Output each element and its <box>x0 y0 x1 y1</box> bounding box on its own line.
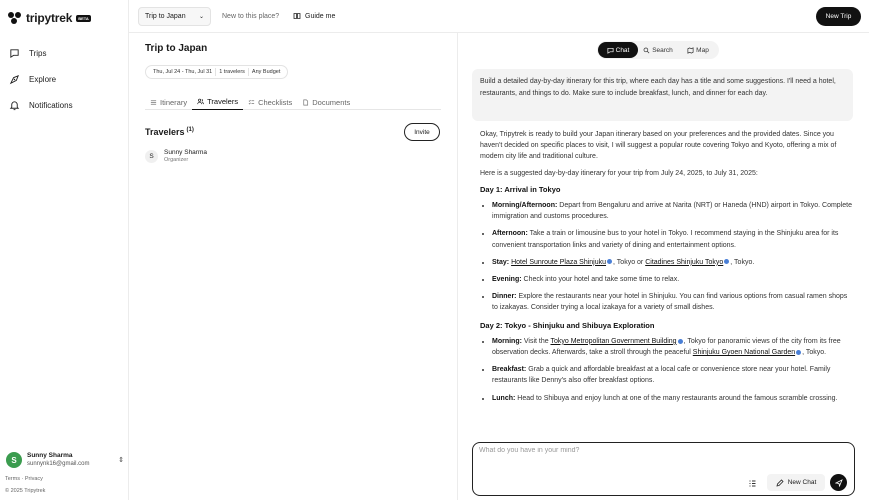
new-chat-button[interactable] <box>767 474 825 491</box>
mode-search[interactable] <box>638 42 678 58</box>
tab-travelers[interactable] <box>192 94 243 110</box>
invite-button[interactable]: Invite <box>404 123 440 141</box>
mode-label: Search <box>652 46 673 54</box>
tab-checklists[interactable] <box>243 94 297 110</box>
sidebar-item-notifications[interactable] <box>0 92 129 118</box>
mode-map[interactable] <box>678 42 718 58</box>
new-chat-label: New Chat <box>787 479 817 486</box>
user-menu[interactable] <box>6 450 124 470</box>
traveler-role: Organizer <box>164 157 189 163</box>
list-item: • Morning/Afternoon: Depart from Bengaluru and arrive at Narita (NRT) or Haneda (HND) airport in Tokyo. Complete immigration and customs procedures. <box>492 200 853 222</box>
day-2-list <box>480 336 853 404</box>
sidebar-nav <box>0 40 129 118</box>
send-button[interactable] <box>830 474 847 491</box>
tab-label: Itinerary <box>160 97 188 107</box>
travelers-heading <box>145 127 194 137</box>
sidebar-item-explore[interactable] <box>0 66 129 92</box>
hotel-link[interactable]: Hotel Sunroute Plaza Shinjuku <box>511 258 607 266</box>
chevron-up-down-icon: ⇕ <box>118 457 124 464</box>
traveler-name: Sunny Sharma <box>164 149 207 156</box>
sidebar <box>0 0 129 500</box>
list-item: • Lunch: Head to Shibuya and enjoy lunch at one of the many restaurants around the famous scramble crossing. <box>492 393 853 404</box>
mode-chat[interactable] <box>598 42 638 58</box>
top-bar <box>129 0 869 33</box>
location-pin-icon[interactable] <box>607 259 612 264</box>
beta-badge: BETA <box>78 15 89 21</box>
day-title: Day 1: Arrival in Tokyo <box>480 184 561 194</box>
trip-select[interactable] <box>138 7 211 26</box>
user-message: Build a detailed day-by-day itinerary for this trip, where each day has a title and some suggestions. I'll need a hotel, restaurants, and things to do. Make sure to include breakfast, lunch, and dinner for each day. <box>472 69 853 121</box>
tab-itinerary[interactable] <box>145 94 192 110</box>
page-title: Trip to Japan <box>145 43 208 54</box>
trip-panel <box>129 33 458 500</box>
location-pin-icon[interactable] <box>678 339 683 344</box>
tab-documents[interactable] <box>297 94 355 110</box>
itinerary-icon[interactable] <box>745 476 759 490</box>
bell-icon <box>9 100 20 111</box>
mode-switch <box>597 41 719 59</box>
chat-panel <box>458 33 869 500</box>
trip-details-chips[interactable] <box>145 65 288 79</box>
chat-composer <box>472 442 855 496</box>
sidebar-item-label: Explore <box>29 74 57 84</box>
users-icon <box>197 98 204 105</box>
footer-links[interactable]: Terms · Privacy <box>5 476 43 482</box>
hotel-link[interactable]: Citadines Shinjuku Tokyo <box>645 258 724 266</box>
list-item: • Breakfast: Grab a quick and affordable breakfast at a local cafe or convenience store near your hotel. Family restaurants like Denny's also offer breakfast options. <box>492 364 853 386</box>
copyright: © 2025 Tripytrek <box>5 488 46 494</box>
compass-icon <box>9 74 20 85</box>
tab-label: Checklists <box>258 97 293 107</box>
list-item: • Morning: Visit the Tokyo Metropolitan Government Building , Tokyo for panoramic views of the city from its free observation decks. Afterwards, take a stroll through the peaceful Shinjuku Gyoen National Garden , Tokyo. <box>492 336 853 358</box>
tab-label: Documents <box>312 97 351 107</box>
reply-lead: Here is a suggested day-by-day itinerary for your trip from July 24, 2025, to July 31, 2025: <box>480 169 758 177</box>
list-item: • Afternoon: Take a train or limousine bus to your hotel in Tokyo. I recommend staying in the Shinjuku area for its convenient transportation links and variety of dining and entertainment options. <box>492 228 853 250</box>
travelers-heading-text: Travelers <box>145 127 185 137</box>
chat-bubble-icon <box>607 47 614 54</box>
user-name: Sunny Sharma <box>27 452 73 459</box>
chat-input[interactable] <box>479 447 839 454</box>
new-trip-button[interactable]: New Trip <box>816 7 861 26</box>
book-icon <box>293 12 301 20</box>
dates-chip[interactable]: Thu, Jul 24 - Thu, Jul 31 <box>150 68 216 76</box>
trip-tabs <box>145 94 441 110</box>
new-place-text: New to this place? <box>222 13 280 20</box>
reply-intro: Okay, Tripytrek is ready to build your Japan itinerary based on your preferences and the provided dates. Since you haven't decided on specific places to visit, I will suggest a popular route covering Tokyo and Kyoto, offering a mix of modern city life and traditional culture. <box>480 131 837 161</box>
logo-text: tripytrek <box>26 11 73 25</box>
place-link[interactable]: Tokyo Metropolitan Government Building <box>550 337 677 345</box>
logo-mark-icon <box>8 12 22 24</box>
guide-me-label: Guide me <box>305 12 336 20</box>
logo[interactable] <box>8 11 91 25</box>
sidebar-item-trips[interactable] <box>0 40 129 66</box>
chat-bubble-icon <box>9 48 20 59</box>
tab-label: Travelers <box>207 97 239 106</box>
mode-label: Map <box>696 46 709 54</box>
travelers-count: (1) <box>186 127 194 133</box>
checklist-icon <box>248 99 255 106</box>
user-email: sunnynk16@gmail.com <box>27 461 90 467</box>
list-item: • Evening: Check into your hotel and take some time to relax. <box>492 274 853 285</box>
avatar: S <box>6 452 22 468</box>
day-1-list <box>480 200 853 314</box>
day-title: Day 2: Tokyo - Shinjuku and Shibuya Exploration <box>480 320 655 330</box>
location-pin-icon[interactable] <box>724 259 729 264</box>
search-icon <box>643 47 650 54</box>
mode-label: Chat <box>615 46 630 54</box>
sidebar-item-label: Notifications <box>29 100 73 110</box>
map-icon <box>687 47 694 54</box>
list-item: • Dinner: Explore the restaurants near your hotel in Shinjuku. You can find various options from casual ramen shops to izakayas. Consider trying a local izakaya for a variety of small dishes. <box>492 291 853 313</box>
guide-me-button[interactable] <box>293 12 335 20</box>
assistant-reply <box>480 129 853 473</box>
avatar: S <box>145 150 158 163</box>
chevron-down-icon: ⌄ <box>198 14 204 20</box>
document-icon <box>302 99 309 106</box>
place-link[interactable]: Shinjuku Gyoen National Garden <box>692 349 796 357</box>
list-item: • Stay: Hotel Sunroute Plaza Shinjuku , Tokyo or Citadines Shinjuku Tokyo , Tokyo. <box>492 257 853 268</box>
list-icon <box>150 99 157 106</box>
list-item[interactable] <box>145 149 207 163</box>
edit-icon <box>776 479 784 487</box>
travelers-chip[interactable]: 1 travelers <box>216 68 249 76</box>
sidebar-item-label: Trips <box>29 48 47 58</box>
location-pin-icon[interactable] <box>796 350 801 355</box>
trip-select-value: Trip to Japan <box>145 13 186 20</box>
budget-chip[interactable]: Any Budget <box>251 69 281 75</box>
send-icon <box>835 479 843 487</box>
